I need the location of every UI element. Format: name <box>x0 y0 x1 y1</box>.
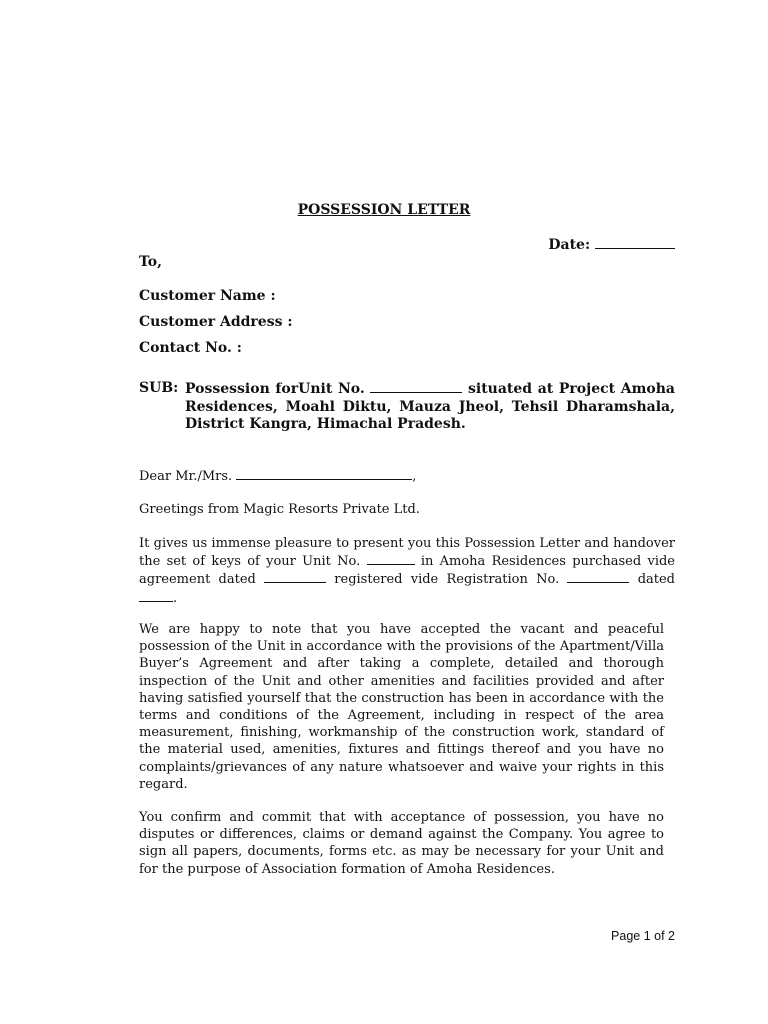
date-label: Date: <box>548 237 591 253</box>
paragraph-acceptance: We are happy to note that you have accepted the vacant and peaceful possession of the Unit in accordance with the provisions of the Apartment/Villa Buyer’s Agreement and after taking a complete, detailed and thorough inspection of the Unit and other amenities and facilities provided and after having satisfied yourself that the construction has been in accordance with the terms and conditions of the Agreement, including in respect of the area measurement, finishing, workmanship of the construction work, standard of the material used, amenities, fixtures and fittings thereof and you have no complaints/grievances of any nature whatsoever and waive your rights in this regard. <box>139 622 664 792</box>
unit-blank <box>367 552 415 565</box>
unit-no-blank <box>370 380 462 393</box>
subject-block <box>139 380 675 434</box>
document-title: POSSESSION LETTER <box>297 202 471 218</box>
contact-label: Contact No. : <box>139 340 242 356</box>
subject-text: Possession forUnit No. situated at Project Amoha Residences, Moahl Diktu, Mauza Jheol, Tehsil Dharamshala, District Kangra, Himachal Pradesh. <box>185 381 675 432</box>
customer-address-label: Customer Address : <box>139 314 293 330</box>
salutation: Dear Mr./Mrs. , <box>139 469 417 484</box>
date-blank <box>595 236 675 249</box>
date-field <box>548 236 675 253</box>
subject-label: SUB: <box>139 380 179 396</box>
page-number: Page 1 of 2 <box>611 929 675 943</box>
agreement-date-blank <box>264 570 326 583</box>
greeting: Greetings from Magic Resorts Private Ltd. <box>139 502 420 517</box>
registration-date-blank <box>139 589 173 602</box>
registration-no-blank <box>567 570 629 583</box>
paragraph-keys: It gives us immense pleasure to present you this Possession Letter and handover the set of keys of your Unit No. in Amoha Residences purchased vide agreement dated registered vide Registration No. dated . <box>139 536 675 606</box>
customer-name-label: Customer Name : <box>139 288 276 304</box>
name-blank <box>236 467 412 480</box>
paragraph-confirmation: You confirm and commit that with acceptance of possession, you have no disputes or differences, claims or demand against the Company. You agree to sign all papers, documents, forms etc. as may be necessary for your Unit and for the purpose of Association formation of Amoha Residences. <box>139 810 664 877</box>
to-label: To, <box>139 254 163 270</box>
